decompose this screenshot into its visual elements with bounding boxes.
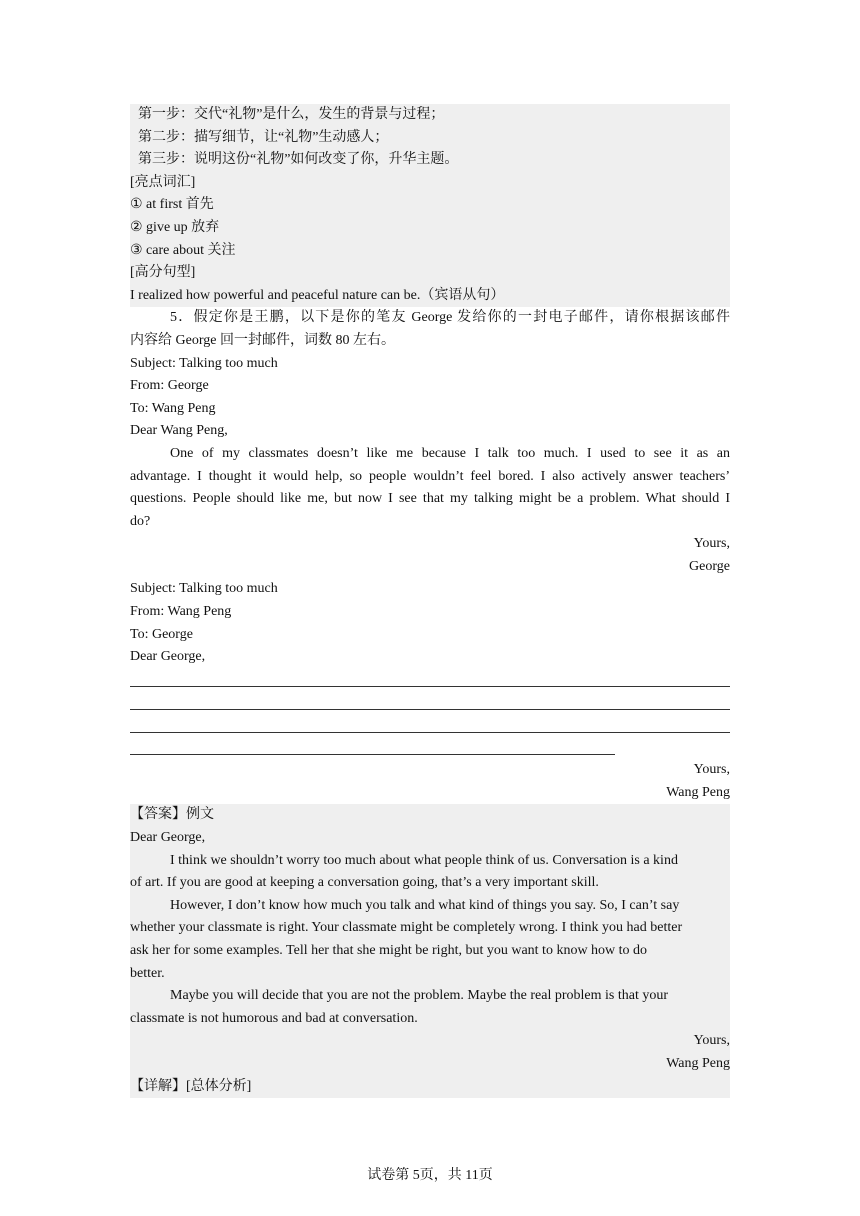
step-1: 第一步：交代“礼物”是什么，发生的背景与过程； bbox=[138, 107, 445, 122]
email-subject: Subject: Talking too much bbox=[130, 355, 278, 371]
email-closing: Yours, bbox=[693, 536, 730, 552]
answer-line: of art. If you are good at keeping a conversation going, that’s a very important skill. bbox=[130, 875, 599, 891]
vocab-item: ① at first 首先 bbox=[130, 197, 214, 213]
reply-to: To: George bbox=[130, 626, 193, 642]
question-5-prompt-cont: 内容给 George 回一封邮件，词数 80 左右。 bbox=[130, 332, 395, 348]
answer-line: ask her for some examples. Tell her that she might be right, but you want to know how to do bbox=[130, 942, 648, 958]
answer-line: However, I don’t know how much you talk and what kind of things you say. So, I can’t say bbox=[170, 897, 680, 913]
answer-label: 【答案】例文 bbox=[130, 807, 214, 823]
page-content bbox=[130, 104, 730, 1098]
vocab-item: ③ care about 关注 bbox=[130, 242, 236, 258]
answer-greeting: Dear George, bbox=[130, 830, 206, 845]
email-to: To: Wang Peng bbox=[130, 400, 216, 416]
answer-blank-line bbox=[130, 669, 730, 692]
step-2: 第二步：描写细节，让“礼物”生动感人； bbox=[138, 129, 389, 145]
email-signature: George bbox=[689, 558, 730, 574]
answer-line: Maybe you will decide that you are not the problem. Maybe the real problem is that your bbox=[170, 988, 669, 1004]
vocab-heading: [亮点词汇] bbox=[130, 174, 196, 190]
writing-guide-block bbox=[130, 104, 730, 307]
step-3: 第三步：说明这份“礼物”如何改变了你，升华主题。 bbox=[138, 152, 459, 168]
answer-blank-line bbox=[130, 737, 730, 760]
reply-subject: Subject: Talking too much bbox=[130, 581, 278, 597]
reply-closing: Yours, bbox=[693, 762, 730, 778]
email-body-line: advantage. I thought it would help, so people wouldn’t feel bored. I also actively answer teachers’ bbox=[130, 468, 730, 484]
answer-closing: Yours, bbox=[693, 1033, 730, 1049]
reply-from: From: Wang Peng bbox=[130, 604, 232, 620]
reply-signature: Wang Peng bbox=[666, 784, 730, 800]
answer-line: better. bbox=[130, 965, 165, 981]
email-body-line: do? bbox=[130, 513, 151, 529]
answer-line: I think we shouldn’t worry too much about what people think of us. Conversation is a kind bbox=[170, 852, 678, 868]
page-footer: 试卷第 5页，共 11页 bbox=[367, 1168, 493, 1183]
analysis-label: 【详解】[总体分析] bbox=[130, 1078, 252, 1094]
answer-signature: Wang Peng bbox=[666, 1055, 730, 1071]
answer-line: classmate is not humorous and bad at conversation. bbox=[130, 1010, 418, 1026]
reply-greeting: Dear George, bbox=[130, 649, 206, 665]
question-5-prompt: 5．假定你是王鹏，以下是你的笔友 George 发给你的一封电子邮件，请你根据该邮件 bbox=[170, 310, 730, 326]
vocab-item: ② give up 放弃 bbox=[130, 219, 220, 235]
sentence-heading: [高分句型] bbox=[130, 265, 196, 281]
answer-block bbox=[130, 804, 730, 1098]
answer-blank-line bbox=[130, 714, 730, 737]
email-from: From: George bbox=[130, 378, 209, 394]
sentence-pattern: I realized how powerful and peaceful nature can be.（宾语从句） bbox=[130, 287, 505, 303]
email-body-line: One of my classmates doesn’t like me because I talk too much. I used to see it as an bbox=[170, 445, 730, 461]
answer-line: whether your classmate is right. Your classmate might be completely wrong. I think you had better bbox=[130, 920, 683, 936]
email-greeting: Dear Wang Peng, bbox=[130, 423, 228, 439]
email-body-line: questions. People should like me, but now I see that my talking might be a problem. What should I bbox=[130, 491, 730, 507]
answer-blank-line bbox=[130, 691, 730, 714]
